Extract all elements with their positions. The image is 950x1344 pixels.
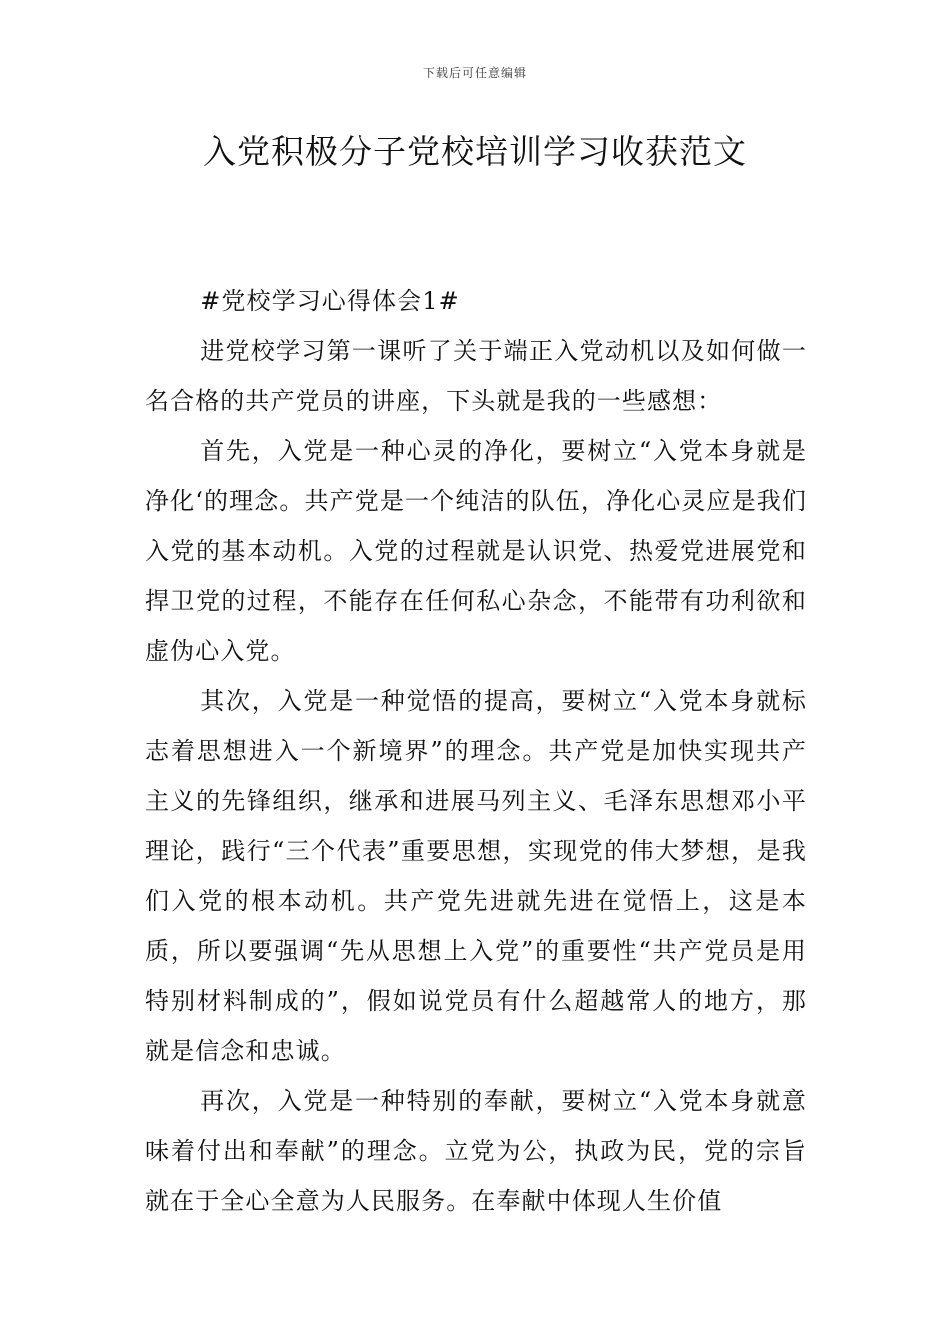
paragraph-second-point: 其次，入党是一种觉悟的提高，要树立“入党本身就标志着思想进入一个新境界”的理念。共产党是加快实现共产主义的先锋组织，继承和进展马列主义、毛泽东思想邓小平理论，践行“三个代表”重要思想，实现党的伟大梦想，是我们入党的根本动机。共产党先进就先进在觉悟上，这是本质，所以要强调“先从思想上入党”的重要性“共产党员是用特别材料制成的”，假如说党员有什么超越常人的地方，那就是信念和忠诚。 bbox=[145, 687, 807, 1065]
header-note: 下载后可任意编辑 bbox=[422, 66, 527, 80]
paragraph-section-heading: #党校学习心得体会1# bbox=[200, 287, 460, 315]
paragraph-intro: 进党校学习第一课听了关于端正入党动机以及如何做一名合格的共产党员的讲座，下头就是我的一些感想： bbox=[145, 337, 807, 415]
document-title: 入党积极分子党校培训学习收获范文 bbox=[203, 132, 747, 171]
paragraph-third-point: 再次，入党是一种特别的奉献，要树立“入党本身就意味着付出和奉献”的理念。立党为公，执政为民，党的宗旨就在于全心全意为人民服务。在奉献中体现人生价值 bbox=[145, 1087, 807, 1215]
paragraph-first-point: 首先，入党是一种心灵的净化，要树立“入党本身就是净化‘的理念。共产党是一个纯洁的队伍，净化心灵应是我们入党的基本动机。入党的过程就是认识党、热爱党进展党和捍卫党的过程，不能存在任何私心杂念，不能带有功利欲和虚伪心入党。 bbox=[145, 437, 807, 665]
document-body bbox=[145, 276, 807, 1226]
